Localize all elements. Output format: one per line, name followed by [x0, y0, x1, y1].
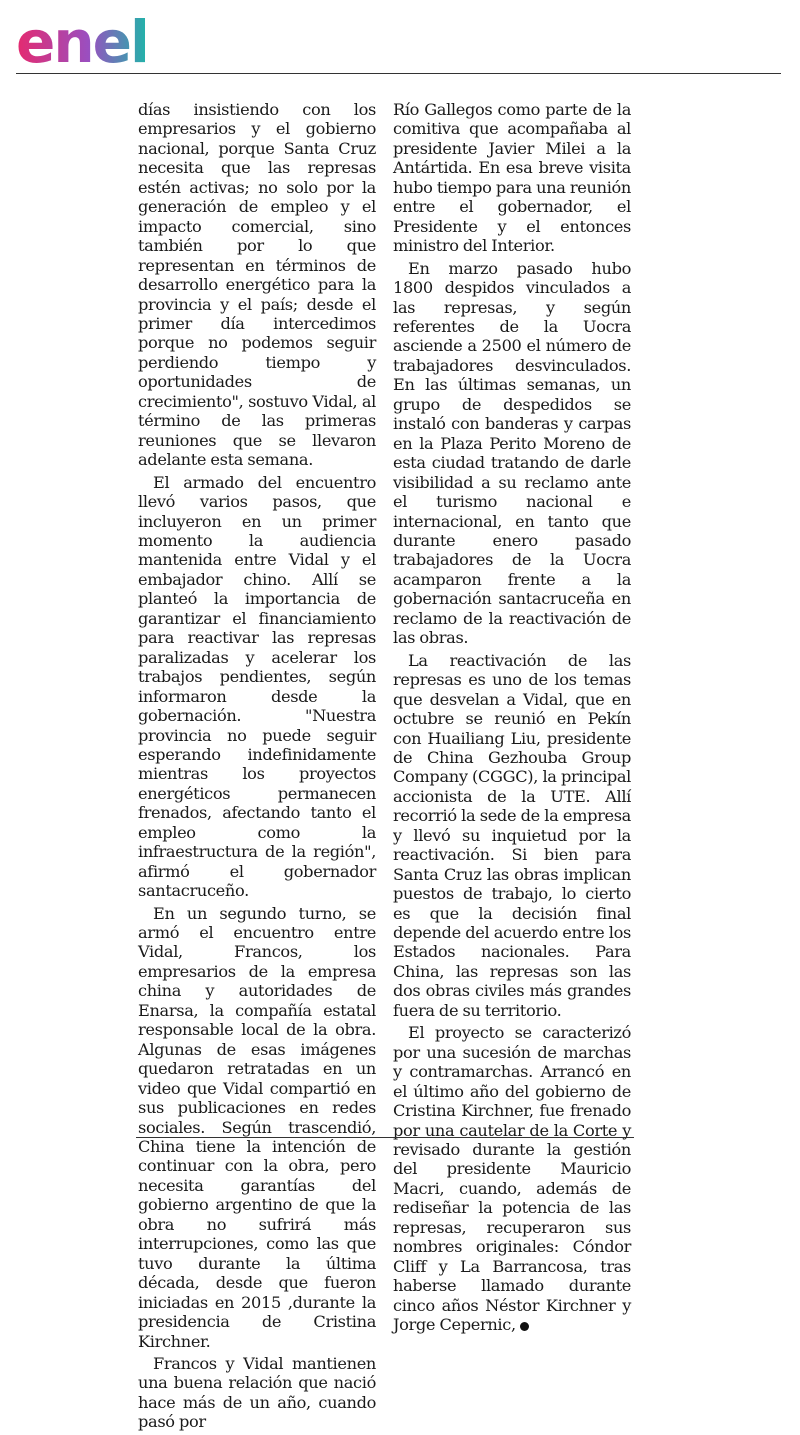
end-of-article-dot-icon [520, 1322, 529, 1331]
header-divider [16, 73, 781, 74]
paragraph-text: El proyecto se caracterizó por una sucesión de marchas y contramarchas. Arrancó en el último año del gobierno de Cristina Kirchner, fue frenado por una cautelar de la Corte y revisado durante la gestión del presidente Mauricio Macri, cuando, además de rediseñar la potencia de las represas, recuperaron sus nombres originales: Cóndor Cliff y La Barrancosa, tras haberse llamado durante cinco años Néstor Kirchner y Jorge Cepernic, [393, 1023, 631, 1335]
paragraph: días insistiendo con los empresarios y el gobierno nacional, porque Santa Cruz necesita que las represas estén activas; no solo por la generación de empleo y el impacto comercial, sino también por lo que representan en términos de desarrollo energético para la provincia y el país; desde el primer día intercedimos porque no podemos seguir perdiendo tiempo y oportunidades de crecimiento", sostuvo Vidal, al término de las primeras reuniones que se llevaron adelante esta semana. [138, 100, 376, 470]
article-column-right [393, 100, 631, 1338]
final-paragraph [393, 1023, 631, 1334]
enel-logo-text: enel [16, 8, 148, 72]
enel-logo-graphic [14, 6, 184, 72]
paragraph: Río Gallegos como parte de la comitiva que acompañaba al presidente Javier Milei a la Antártida. En esa breve visita hubo tiempo para una reunión entre el gobernador, el Presidente y el entonces ministro del Interior. [393, 100, 631, 256]
paragraph: La reactivación de las represas es uno de los temas que desvelan a Vidal, que en octubre se reunió en Pekín con Huailiang Liu, presidente de China Gezhouba Group Company (CGGC), la principal accionista de la UTE. Allí recorrió la sede de la empresa y llevó su inquietud por la reactivación. Si bien para Santa Cruz las obras implican puestos de trabajo, lo cierto es que la decisión final depende del acuerdo entre los Estados nacionales. Para China, las represas son las dos obras civiles más grandes fuera de su territorio. [393, 650, 631, 1020]
paragraph: Francos y Vidal mantienen una buena relación que nació hace más de un año, cuando pasó por [138, 1354, 376, 1432]
paragraph: En un segundo turno, se armó el encuentro entre Vidal, Francos, los empresarios de la empresa china y autoridades de Enarsa, la compañía estatal responsable local de la obra. Algunas de esas imágenes quedaron retratadas en un video que Vidal compartió en sus publicaciones en redes sociales. Según trascendió, China tiene la intención de continuar con la obra, pero necesita garantías del gobierno argentino de que la obra no sufrirá más interrupciones, como las que tuvo durante la última década, desde que fueron iniciadas en 2015 ,durante la presidencia de Cristina Kirchner. [138, 903, 376, 1351]
enel-logo [14, 6, 184, 72]
paragraph: El armado del encuentro llevó varios pasos, que incluyeron en un primer momento la audiencia mantenida entre Vidal y el embajador chino. Allí se planteó la importancia de garantizar el financiamiento para reactivar las represas paralizadas y acelerar los trabajos pendientes, según informaron desde la gobernación. "Nuestra provincia no puede seguir esperando indefinidamente mientras los proyectos energéticos permanecen frenados, afectando tanto el empleo como la infraestructura de la región", afirmó el gobernador santacruceño. [138, 472, 376, 901]
paragraph: En marzo pasado hubo 1800 despidos vinculados a las represas, y según referentes de la Uocra asciende a 2500 el número de trabajadores desvinculados. En las últimas semanas, un grupo de despedidos se instaló con banderas y carpas en la Plaza Perito Moreno de esta ciudad tratando de darle visibilidad a su reclamo ante el turismo nacional e internacional, en tanto que durante enero pasado trabajadores de la Uocra acamparon frente a la gobernación santacruceña en reclamo de la reactivación de las obras. [393, 258, 631, 648]
footer-divider [136, 1137, 634, 1138]
article-column-left [138, 100, 376, 1435]
